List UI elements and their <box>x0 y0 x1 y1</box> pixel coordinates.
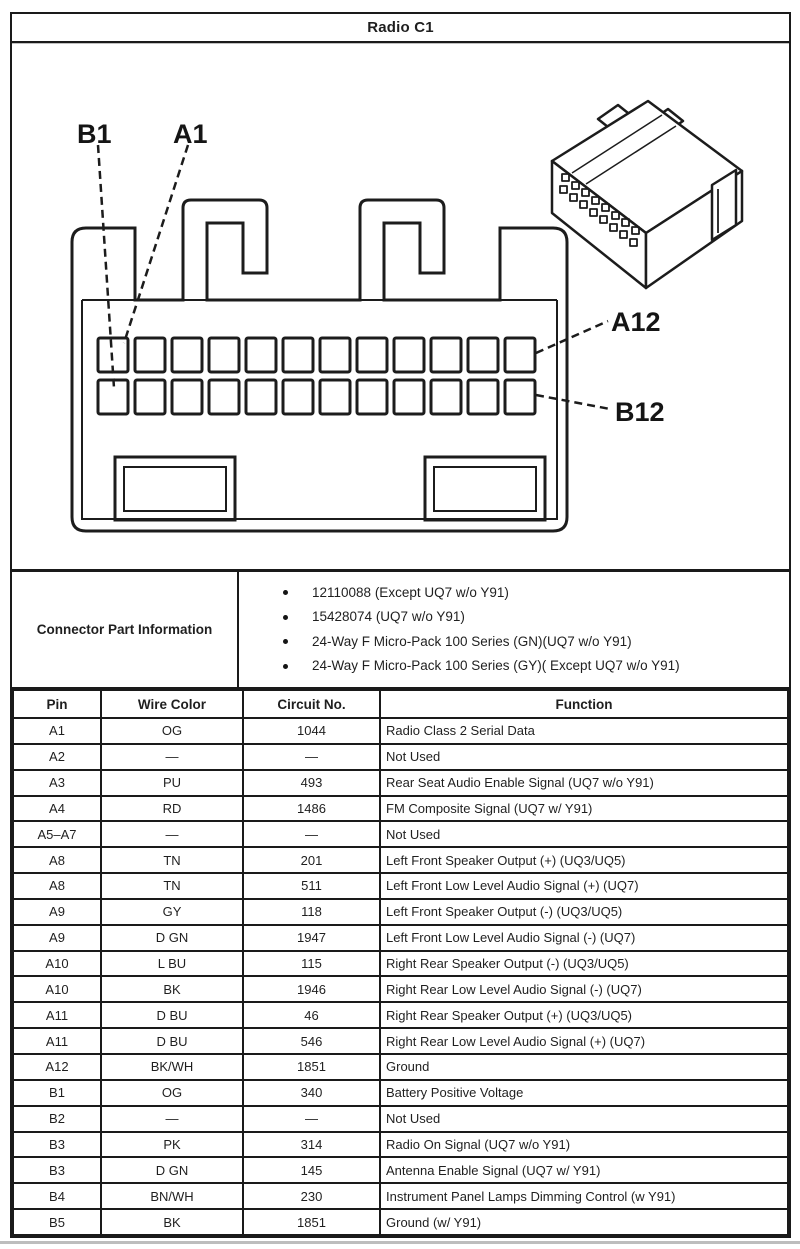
document-frame <box>10 12 791 1238</box>
table-cell: D BU <box>101 1028 243 1054</box>
bottom-bracket-right <box>425 457 545 520</box>
header-circuit-no: Circuit No. <box>243 690 380 718</box>
table-cell: D GN <box>101 1157 243 1183</box>
table-cell: Instrument Panel Lamps Dimming Control (w Y91) <box>380 1183 788 1209</box>
connector-3d-view <box>552 101 742 288</box>
table-cell: — <box>243 821 380 847</box>
table-cell: FM Composite Signal (UQ7 w/ Y91) <box>380 796 788 822</box>
table-cell: 1946 <box>243 976 380 1002</box>
leader-lines <box>98 145 610 409</box>
table-cell: Ground (w/ Y91) <box>380 1209 788 1235</box>
table-cell: Left Front Low Level Audio Signal (-) (UQ7) <box>380 925 788 951</box>
table-cell: A10 <box>13 976 101 1002</box>
table-cell: 1851 <box>243 1209 380 1235</box>
table-cell: A9 <box>13 925 101 951</box>
bullet-icon <box>283 664 288 669</box>
table-cell: 546 <box>243 1028 380 1054</box>
header-pin: Pin <box>13 690 101 718</box>
table-cell: Right Rear Speaker Output (-) (UQ3/UQ5) <box>380 951 788 977</box>
table-cell: BK <box>101 976 243 1002</box>
part-info-text: 24-Way F Micro-Pack 100 Series (GN)(UQ7 w/o Y91) <box>312 633 632 649</box>
table-cell: A2 <box>13 744 101 770</box>
table-cell: Rear Seat Audio Enable Signal (UQ7 w/o Y91) <box>380 770 788 796</box>
pin-label-a12: A12 <box>611 307 661 337</box>
table-cell: 115 <box>243 951 380 977</box>
pin-label-a1: A1 <box>173 119 208 149</box>
table-cell: 1851 <box>243 1054 380 1080</box>
table-cell: Antenna Enable Signal (UQ7 w/ Y91) <box>380 1157 788 1183</box>
table-row <box>13 873 788 899</box>
table-cell: B3 <box>13 1132 101 1158</box>
table-row <box>13 718 788 744</box>
table-row <box>13 1106 788 1132</box>
table-cell: 46 <box>243 1002 380 1028</box>
table-cell: BK <box>101 1209 243 1235</box>
table-row <box>13 744 788 770</box>
table-row <box>13 976 788 1002</box>
table-cell: 1044 <box>243 718 380 744</box>
table-cell: A11 <box>13 1028 101 1054</box>
table-cell: D BU <box>101 1002 243 1028</box>
table-cell: Left Front Speaker Output (-) (UQ3/UQ5) <box>380 899 788 925</box>
table-row <box>13 925 788 951</box>
table-cell: Ground <box>380 1054 788 1080</box>
connector-part-information-section <box>12 572 789 689</box>
table-cell: A4 <box>13 796 101 822</box>
pin-table-section <box>12 689 789 1236</box>
page-title: Radio C1 <box>12 14 789 43</box>
table-row <box>13 1080 788 1106</box>
table-cell: TN <box>101 873 243 899</box>
table-cell: Radio On Signal (UQ7 w/o Y91) <box>380 1132 788 1158</box>
table-cell: B2 <box>13 1106 101 1132</box>
table-cell: Right Rear Low Level Audio Signal (+) (UQ7) <box>380 1028 788 1054</box>
table-cell: A11 <box>13 1002 101 1028</box>
leader-b1 <box>98 145 114 388</box>
table-row <box>13 1157 788 1183</box>
table-cell: 1947 <box>243 925 380 951</box>
part-info-item <box>283 605 783 630</box>
table-cell: OG <box>101 718 243 744</box>
table-cell: A1 <box>13 718 101 744</box>
table-row <box>13 796 788 822</box>
table-cell: Right Rear Low Level Audio Signal (-) (UQ7) <box>380 976 788 1002</box>
leader-b12 <box>536 395 610 409</box>
table-cell: B3 <box>13 1157 101 1183</box>
table-cell: 118 <box>243 899 380 925</box>
table-cell: A12 <box>13 1054 101 1080</box>
table-cell: B1 <box>13 1080 101 1106</box>
table-cell: 201 <box>243 847 380 873</box>
table-cell: A8 <box>13 847 101 873</box>
bullet-icon <box>283 639 288 644</box>
table-cell: A9 <box>13 899 101 925</box>
header-wire-color: Wire Color <box>101 690 243 718</box>
table-row <box>13 951 788 977</box>
table-cell: Left Front Low Level Audio Signal (+) (UQ7) <box>380 873 788 899</box>
pin-label-b1: B1 <box>77 119 112 149</box>
table-cell: — <box>101 744 243 770</box>
connector-diagram <box>12 43 789 572</box>
table-cell: TN <box>101 847 243 873</box>
part-info-item <box>283 581 783 606</box>
connector-part-information-label: Connector Part Information <box>12 572 239 687</box>
table-row <box>13 821 788 847</box>
table-cell: RD <box>101 796 243 822</box>
table-cell: D GN <box>101 925 243 951</box>
table-cell: B4 <box>13 1183 101 1209</box>
table-cell: A10 <box>13 951 101 977</box>
pin-label-b12: B12 <box>615 397 665 427</box>
bullet-icon <box>283 590 288 595</box>
table-cell: Right Rear Speaker Output (+) (UQ3/UQ5) <box>380 1002 788 1028</box>
bottom-bracket-left <box>115 457 235 520</box>
table-cell: 511 <box>243 873 380 899</box>
part-info-text: 24-Way F Micro-Pack 100 Series (GY)( Except UQ7 w/o Y91) <box>312 658 680 673</box>
table-row <box>13 847 788 873</box>
table-row <box>13 899 788 925</box>
bottom-divider <box>0 1241 800 1244</box>
table-row <box>13 1054 788 1080</box>
table-cell: B5 <box>13 1209 101 1235</box>
connector-front-view <box>72 145 610 531</box>
table-cell: — <box>101 821 243 847</box>
table-cell: Left Front Speaker Output (+) (UQ3/UQ5) <box>380 847 788 873</box>
part-info-item <box>283 630 783 655</box>
table-cell: 340 <box>243 1080 380 1106</box>
table-cell: GY <box>101 899 243 925</box>
table-cell: L BU <box>101 951 243 977</box>
table-row <box>13 1209 788 1235</box>
table-row <box>13 1002 788 1028</box>
table-cell: Battery Positive Voltage <box>380 1080 788 1106</box>
connector-diagram-svg <box>12 43 789 569</box>
table-cell: Not Used <box>380 744 788 770</box>
table-row <box>13 1183 788 1209</box>
table-cell: 230 <box>243 1183 380 1209</box>
pin-grid <box>98 338 535 414</box>
part-info-text: 15428074 (UQ7 w/o Y91) <box>312 609 465 624</box>
table-cell: OG <box>101 1080 243 1106</box>
table-cell: Not Used <box>380 1106 788 1132</box>
table-cell: — <box>101 1106 243 1132</box>
table-cell: A8 <box>13 873 101 899</box>
table-header-row <box>13 690 788 718</box>
table-row <box>13 1132 788 1158</box>
table-cell: 314 <box>243 1132 380 1158</box>
table-cell: — <box>243 1106 380 1132</box>
table-cell: A3 <box>13 770 101 796</box>
header-function: Function <box>380 690 788 718</box>
bullet-icon <box>283 615 288 620</box>
table-cell: 493 <box>243 770 380 796</box>
part-info-item <box>283 654 783 679</box>
pin-table <box>12 689 789 1236</box>
table-cell: — <box>243 744 380 770</box>
table-cell: 145 <box>243 1157 380 1183</box>
leader-a12 <box>536 321 608 353</box>
connector-part-list <box>239 572 789 687</box>
table-cell: A5–A7 <box>13 821 101 847</box>
table-cell: Not Used <box>380 821 788 847</box>
part-info-text: 12110088 (Except UQ7 w/o Y91) <box>312 584 509 600</box>
table-row <box>13 1028 788 1054</box>
table-cell: BN/WH <box>101 1183 243 1209</box>
table-row <box>13 770 788 796</box>
table-cell: BK/WH <box>101 1054 243 1080</box>
table-cell: PU <box>101 770 243 796</box>
table-cell: PK <box>101 1132 243 1158</box>
table-cell: Radio Class 2 Serial Data <box>380 718 788 744</box>
table-cell: 1486 <box>243 796 380 822</box>
